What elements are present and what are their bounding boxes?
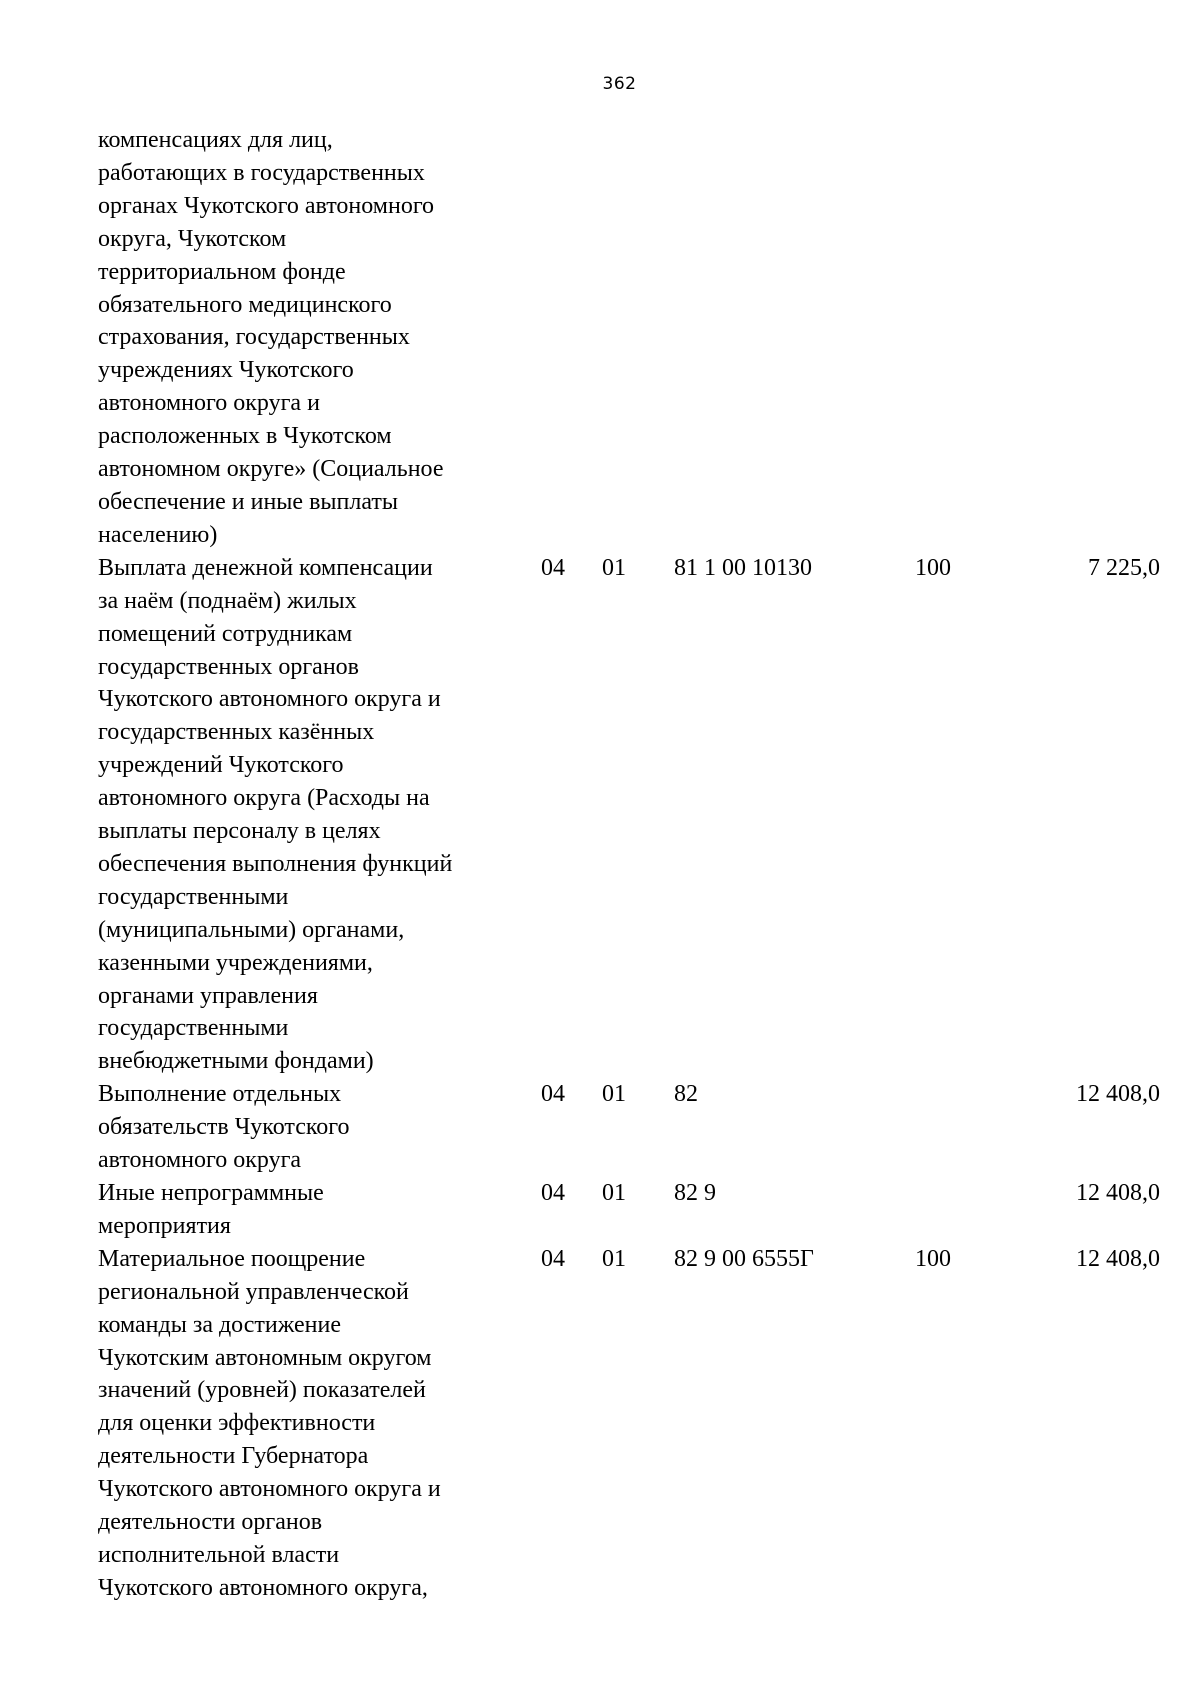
row-name: компенсациях для лиц, работающих в государственных органах Чукотского автономного округа, Чукотском территориальном фонде обязательного медицинского страхования, государственных учреждениях Чукотского автономного округа и расположенных в Чукотском автономном округе» (Социальное обеспечение и иные выплаты населению) <box>98 127 444 548</box>
table-row <box>98 1078 1160 1177</box>
row-section-code: 04 <box>541 1180 565 1206</box>
table-row <box>98 1243 1160 1605</box>
row-subsection-code: 01 <box>602 554 626 581</box>
row-name: Выплата денежной компенсации за наём (поднаём) жилых помещений сотрудникам государственных органов Чукотского автономного округа и государственных казённых учреждений Чукотского автономного округа (Расходы на выплаты персоналу в целях обеспечения выполнения функций государственными (муниципальными) органами, казенными учреждениями, органами управления государственными внебюджетными фондами) <box>98 554 453 1075</box>
row-subsection-code: 01 <box>602 1180 626 1206</box>
row-section-code: 04 <box>541 1081 565 1108</box>
row-subsection-code: 01 <box>602 1081 626 1108</box>
row-expense-kind: 100 <box>915 1245 951 1272</box>
table-row <box>98 124 1160 552</box>
row-expense-kind: 100 <box>915 554 951 581</box>
row-amount: 12 408,0 <box>1076 1081 1160 1108</box>
row-section-code: 04 <box>541 554 565 581</box>
row-target-article: 82 9 00 6555Г <box>674 1245 814 1272</box>
table-row <box>98 552 1160 1079</box>
budget-table <box>98 124 1160 1605</box>
row-name: Выполнение отдельных обязательств Чукотского автономного округа <box>98 1081 350 1174</box>
row-section-code: 04 <box>541 1245 565 1272</box>
page-number: 362 <box>602 74 637 94</box>
row-amount: 12 408,0 <box>1076 1245 1160 1272</box>
row-name: Материальное поощрение региональной управленческой команды за достижение Чукотским автономным округом значений (уровней) показателей для оценки эффективности деятельности Губернатора Чукотского автономного округа и деятельности органов исполнительной власти Чукотского автономного округа, <box>98 1245 441 1601</box>
table-row <box>98 1177 1160 1243</box>
row-subsection-code: 01 <box>602 1245 626 1272</box>
row-name: Иные непрограммные мероприятия <box>98 1180 324 1239</box>
row-amount: 7 225,0 <box>1088 554 1160 581</box>
row-target-article: 82 9 <box>674 1180 716 1206</box>
row-target-article: 82 <box>674 1081 698 1108</box>
row-target-article: 81 1 00 10130 <box>674 554 812 581</box>
row-amount: 12 408,0 <box>1076 1180 1160 1206</box>
